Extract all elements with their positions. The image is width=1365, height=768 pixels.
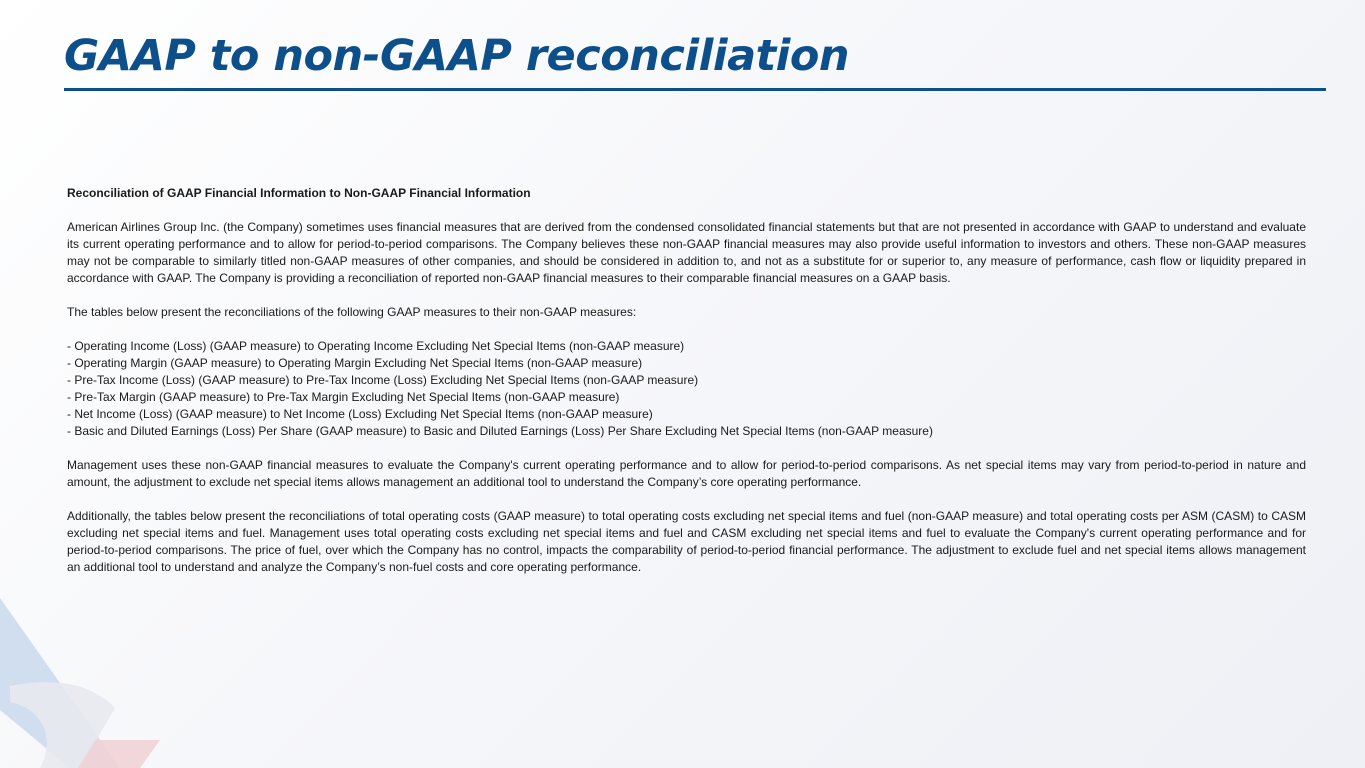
section-heading: Reconciliation of GAAP Financial Information to Non-GAAP Financial Information bbox=[67, 186, 531, 200]
measure-item: - Operating Income (Loss) (GAAP measure) to Operating Income Excluding Net Special Items (non-GAAP measure) bbox=[67, 339, 685, 353]
operating-costs-paragraph: Additionally, the tables below present the reconciliations of total operating costs (GAAP measure) to total operating costs excluding net special items and fuel (non-GAAP measure) and total operating costs per ASM (CASM) to CASM excluding net special items and fuel. Management uses total operating costs excluding net special items and fuel and CASM excluding net special items and fuel to evaluate the Company's current operating performance and for period-to-period comparisons. The price of fuel, over which the Company has no control, impacts the comparability of period-to-period financial performance. The adjustment to exclude fuel and net special items allows management an additional tool to understand and analyze the Company’s non-fuel costs and core operating performance. bbox=[67, 509, 1306, 574]
measures-list bbox=[67, 338, 1306, 440]
tables-intro-paragraph: The tables below present the reconciliations of the following GAAP measures to their non-GAAP measures: bbox=[67, 305, 637, 319]
measure-item: - Pre-Tax Income (Loss) (GAAP measure) to Pre-Tax Income (Loss) Excluding Net Special Items (non-GAAP measure) bbox=[67, 373, 699, 387]
intro-paragraph: American Airlines Group Inc. (the Company) sometimes uses financial measures that are derived from the condensed consolidated financial statements but that are not presented in accordance with GAAP to understand and evaluate its current operating performance and to allow for period-to-period comparisons. The Company believes these non-GAAP financial measures may also provide useful information to investors and others. These non-GAAP measures may not be comparable to similarly titled non-GAAP measures of other companies, and should be considered in addition to, and not as a substitute for or superior to, any measure of performance, cash flow or liquidity prepared in accordance with GAAP. The Company is providing a reconciliation of reported non-GAAP financial measures to their comparable financial measures on a GAAP basis. bbox=[67, 220, 1306, 285]
measure-item: - Net Income (Loss) (GAAP measure) to Net Income (Loss) Excluding Net Special Items (non-GAAP measure) bbox=[67, 407, 653, 421]
slide-title: GAAP to non-GAAP reconciliation bbox=[64, 31, 850, 81]
measure-item: - Basic and Diluted Earnings (Loss) Per Share (GAAP measure) to Basic and Diluted Earnings (Loss) Per Share Excluding Net Special Items (non-GAAP measure) bbox=[67, 424, 933, 438]
reconciliation-text-block bbox=[67, 185, 1306, 593]
measure-item: - Operating Margin (GAAP measure) to Operating Margin Excluding Net Special Items (non-GAAP measure) bbox=[67, 356, 643, 370]
decorative-flight-symbol bbox=[0, 590, 180, 768]
measure-item: - Pre-Tax Margin (GAAP measure) to Pre-Tax Margin Excluding Net Special Items (non-GAAP measure) bbox=[67, 390, 620, 404]
management-paragraph: Management uses these non-GAAP financial measures to evaluate the Company's current operating performance and to allow for period-to-period comparisons. As net special items may vary from period-to-period in nature and amount, the adjustment to exclude net special items allows management an additional tool to understand the Company’s core operating performance. bbox=[67, 458, 1306, 489]
title-underline bbox=[64, 88, 1326, 91]
